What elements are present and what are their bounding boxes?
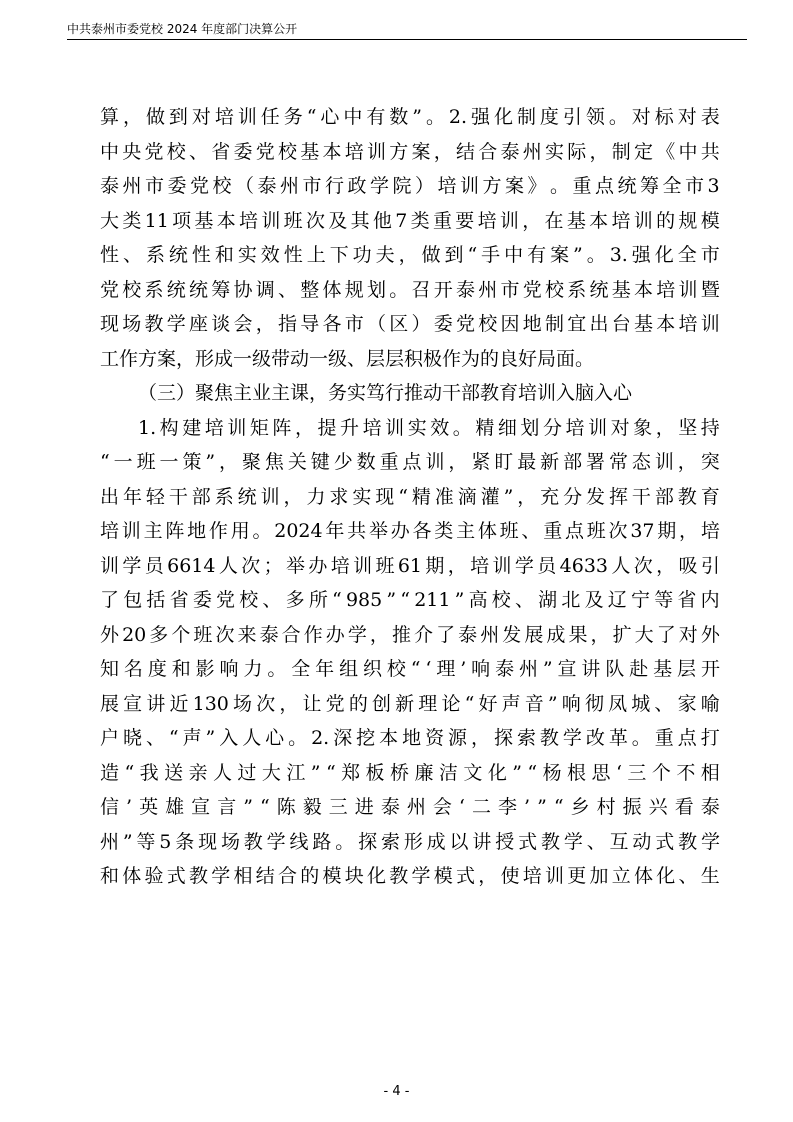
header-rule: [67, 39, 747, 40]
text-line: 和 体 验 式 教 学 相 结 合 的 模 块 化 教 学 模 式 ， 使 培 训 更 加 立 体 化 、 生: [100, 865, 720, 887]
text-line: 培 训 主 阵 地 作 用 。 2024 年 共 举 办 各 类 主 体 班 、 重 点 班 次 37 期 ， 培: [100, 520, 720, 542]
text-line: 性 、 系 统 性 和 实 效 性 上 下 功 夫 ， 做 到 “ 手 中 有 案 ” 。 3. 强 化 全 市: [100, 244, 720, 266]
text-line: 展 宣 讲 近 130 场 次 ， 让 党 的 创 新 理 论 “ 好 声 音 ” 响 彻 凤 城 、 家 喻: [100, 692, 720, 715]
header-title: 中共泰州市委党校 2024 年度部门决算公开: [67, 22, 298, 36]
text-line: 1. 构 建 培 训 矩 阵 ， 提 升 培 训 实 效 。 精 细 划 分 培 训 对 象 ， 坚 持: [138, 416, 720, 439]
text-line: 信 ’ 英 雄 宣 言 ” “ 陈 毅 三 进 泰 州 会 ‘ 二 李 ’ ” “ 乡 村 振 兴 看 泰: [100, 796, 720, 818]
text-line: 州 ” 等 5 条 现 场 教 学 线 路 。 探 索 形 成 以 讲 授 式 教 学 、 互 动 式 教 学: [100, 830, 720, 853]
text-line: 出 年 轻 干 部 系 统 训 ， 力 求 实 现 “ 精 准 滴 灌 ” ， 充 分 发 挥 干 部 教 育: [100, 485, 720, 508]
text-line: 现 场 教 学 座 谈 会 ， 指 导 各 市 （ 区 ） 委 党 校 因 地 制 宜 出 台 基 本 培 训: [100, 313, 720, 335]
text-line: 训 学 员 6614 人 次 ； 举 办 培 训 班 61 期 ， 培 训 学 员 4633 人 次 ， 吸 引: [100, 554, 720, 577]
text-line: 泰 州 市 委 党 校 （ 泰 州 市 行 政 学 院 ） 培 训 方 案 》 。 重 点 统 筹 全 市 3: [100, 175, 720, 197]
text-line: 户 晓 、 “ 声 ” 入 人 心 。 2. 深 挖 本 地 资 源 ， 探 索 教 学 改 革 。 重 点 打: [100, 727, 720, 749]
text-line: 了 包 括 省 委 党 校 、 多 所 “ 985 ” “ 211 ” 高 校 、 湖 北 及 辽 宁 等 省 内: [100, 589, 720, 611]
text-line: “ 一 班 一 策 ” ， 聚 焦 关 键 少 数 重 点 训 ， 紧 盯 最 新 部 署 常 态 训 ， 突: [100, 451, 720, 473]
text-line: 大 类 11 项 基 本 培 训 班 次 及 其 他 7 类 重 要 培 训 ， 在 基 本 培 训 的 规 模: [100, 209, 720, 232]
text-line: 外 20 多 个 班 次 来 泰 合 作 办 学 ， 推 介 了 泰 州 发 展 成 果 ， 扩 大 了 对 外: [100, 623, 720, 646]
text-line: 工作方案，形成一级带动一级、层层积极作为的良好局面。: [100, 347, 595, 370]
page-number: - 4 -: [383, 1084, 410, 1099]
text-line: 知 名 度 和 影 响 力 。 全 年 组 织 校 “ ‘ 理 ’ 响 泰 州 ” 宣 讲 队 赴 基 层 开: [100, 658, 720, 680]
text-line: 中 央 党 校 、 省 委 党 校 基 本 培 训 方 案 ， 结 合 泰 州 实 际 ， 制 定 《 中 共: [100, 140, 720, 163]
text-line: （三）聚焦主业主课，务实笃行推动干部教育培训入脑入心: [138, 382, 633, 404]
text-line: 算 ， 做 到 对 培 训 任 务 “ 心 中 有 数 ” 。 2. 强 化 制 度 引 领 。 对 标 对 表: [100, 106, 720, 128]
body-text: [100, 100, 720, 894]
page-header: [67, 18, 747, 40]
text-line: 党 校 系 统 统 筹 协 调 、 整 体 规 划 。 召 开 泰 州 市 党 校 系 统 基 本 培 训 暨: [100, 278, 720, 301]
text-line: 造 “ 我 送 亲 人 过 大 江 ” “ 郑 板 桥 廉 洁 文 化 ” “ 杨 根 思 ‘ 三 个 不 相: [100, 761, 720, 784]
